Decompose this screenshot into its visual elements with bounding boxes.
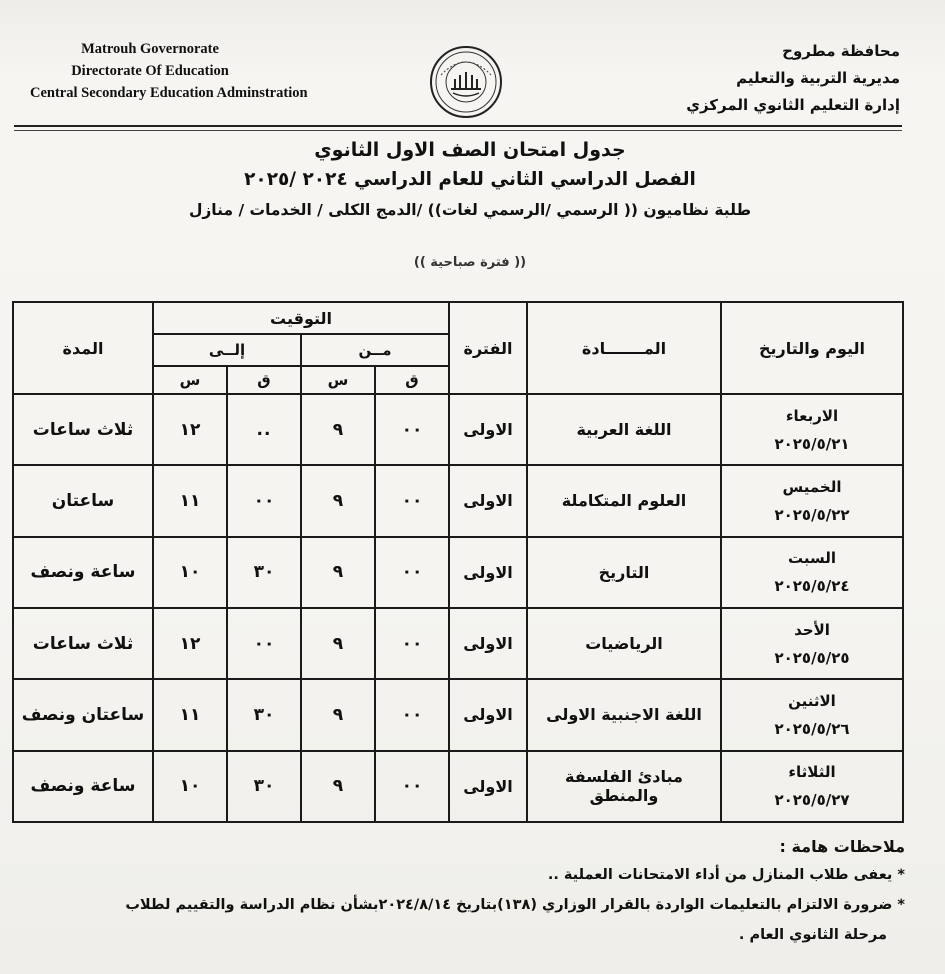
header-from: مــن xyxy=(301,334,449,366)
period-cell: الاولى xyxy=(449,465,527,536)
from-hour-cell: ٩ xyxy=(301,537,375,608)
directorate-en: Directorate Of Education xyxy=(71,63,229,79)
to-hour-cell: ١٠ xyxy=(153,537,227,608)
day-name: السبت xyxy=(787,549,837,568)
from-minute-cell: ٠٠ xyxy=(375,394,449,465)
to-hour-cell: ١٢ xyxy=(153,608,227,679)
header-day-date: اليوم والتاريخ xyxy=(721,302,903,394)
administration-ar: إدارة التعليم الثانوي المركزي xyxy=(686,96,900,114)
subject-cell: مبادئ الفلسفة والمنطق xyxy=(527,751,721,822)
exam-date: ٢٠٢٥/٥/٢٥ xyxy=(774,648,850,667)
to-hour-cell: ١١ xyxy=(153,465,227,536)
day-date-cell xyxy=(721,537,903,608)
period-cell: الاولى xyxy=(449,608,527,679)
period-label: (( فترة صباحية )) xyxy=(413,255,527,270)
title-line-2: الفصل الدراسي الثاني للعام الدراسي ٢٠٢٤ /٢٠٢٥ xyxy=(244,169,696,190)
table-row xyxy=(13,608,903,679)
header-duration: المدة xyxy=(13,302,153,394)
exam-schedule-table xyxy=(12,301,904,823)
from-minute-cell: ٠٠ xyxy=(375,465,449,536)
to-hour-cell: ١١ xyxy=(153,679,227,750)
ministry-seal-logo xyxy=(429,45,503,119)
table-row xyxy=(13,537,903,608)
from-minute-cell: ٠٠ xyxy=(375,608,449,679)
title-line-3: طلبة نظاميون (( الرسمي /الرسمي لغات)) /الدمج الكلى / الخدمات / منازل xyxy=(188,201,752,219)
to-minute-cell: ٠٠ xyxy=(227,608,301,679)
from-hour-cell: ٩ xyxy=(301,679,375,750)
table-row xyxy=(13,394,903,465)
duration-cell: ساعتان ونصف xyxy=(13,679,153,750)
duration-cell: ساعة ونصف xyxy=(13,751,153,822)
to-minute-cell: ٣٠ xyxy=(227,537,301,608)
from-hour-cell: ٩ xyxy=(301,751,375,822)
table-row xyxy=(13,751,903,822)
day-date-cell xyxy=(721,465,903,536)
header-period: الفترة xyxy=(449,302,527,394)
title-line-1: جدول امتحان الصف الاول الثانوي xyxy=(314,139,626,161)
document-titles xyxy=(120,135,820,225)
duration-cell: ثلاث ساعات xyxy=(13,608,153,679)
header-to: إلــى xyxy=(153,334,301,366)
duration-cell: ساعة ونصف xyxy=(13,537,153,608)
exam-date: ٢٠٢٥/٥/٢١ xyxy=(774,434,850,453)
subject-cell: الرياضيات xyxy=(527,608,721,679)
to-hour-cell: ١٢ xyxy=(153,394,227,465)
exam-date: ٢٠٢٥/٥/٢٢ xyxy=(774,505,850,524)
duration-cell: ثلاث ساعات xyxy=(13,394,153,465)
to-minute-cell: ٣٠ xyxy=(227,679,301,750)
day-name: الاثنين xyxy=(788,691,836,710)
header-subject: المـــــــادة xyxy=(527,302,721,394)
table-row xyxy=(13,679,903,750)
table-row xyxy=(13,465,903,536)
arabic-header xyxy=(680,38,900,119)
from-hour-cell: ٩ xyxy=(301,465,375,536)
subject-cell: اللغة الاجنبية الاولى xyxy=(527,679,721,750)
period-cell: الاولى xyxy=(449,537,527,608)
governorate-ar: محافظة مطروح xyxy=(782,42,900,60)
header-from-min: ق xyxy=(375,366,449,394)
day-date-cell xyxy=(721,679,903,750)
notes-title: ملاحظات هامة : xyxy=(779,837,905,856)
day-name: الأحد xyxy=(794,620,830,639)
from-minute-cell: ٠٠ xyxy=(375,537,449,608)
day-name: الخميس xyxy=(782,477,842,496)
note-item-1: * يعفى طلاب المنازل من أداء الامتحانات العملية .. xyxy=(547,867,905,883)
from-hour-cell: ٩ xyxy=(301,608,375,679)
header-from-hour: س xyxy=(301,366,375,394)
from-minute-cell: ٠٠ xyxy=(375,679,449,750)
english-header xyxy=(30,38,308,104)
period-cell: الاولى xyxy=(449,751,527,822)
period-cell: الاولى xyxy=(449,679,527,750)
subject-cell: اللغة العربية xyxy=(527,394,721,465)
day-name: الاربعاء xyxy=(785,406,839,425)
exam-date: ٢٠٢٥/٥/٢٤ xyxy=(774,577,850,596)
day-date-cell xyxy=(721,608,903,679)
subject-cell: التاريخ xyxy=(527,537,721,608)
day-date-cell xyxy=(721,394,903,465)
header-to-hour: س xyxy=(153,366,227,394)
header-to-min: ق xyxy=(227,366,301,394)
from-minute-cell: ٠٠ xyxy=(375,751,449,822)
exam-date: ٢٠٢٥/٥/٢٦ xyxy=(774,719,850,738)
day-name: الثلاثاء xyxy=(788,763,836,782)
administration-en: Central Secondary Education Adminstration xyxy=(30,85,308,101)
to-minute-cell: ٣٠ xyxy=(227,751,301,822)
subject-cell: العلوم المتكاملة xyxy=(527,465,721,536)
to-minute-cell: ٠٠ xyxy=(227,465,301,536)
note-item-2-continued: مرحلة الثانوي العام . xyxy=(738,927,887,943)
header-timing: التوقيت xyxy=(153,302,449,334)
to-minute-cell: .. xyxy=(227,394,301,465)
exam-date: ٢٠٢٥/٥/٢٧ xyxy=(774,791,850,810)
note-item-2: * ضرورة الالتزام بالتعليمات الواردة بالقرار الوزاري (١٣٨)بتاريخ ٢٠٢٤/٨/١٤بشأن نظام الدراسة والتقييم لطلاب xyxy=(125,897,905,913)
header-rule-thin xyxy=(14,130,902,131)
duration-cell: ساعتان xyxy=(13,465,153,536)
period-cell: الاولى xyxy=(449,394,527,465)
governorate-en: Matrouh Governorate xyxy=(81,41,219,57)
day-date-cell xyxy=(721,751,903,822)
header-rule xyxy=(14,125,902,127)
directorate-ar: مديرية التربية والتعليم xyxy=(736,69,900,87)
notes-section xyxy=(35,834,905,950)
to-hour-cell: ١٠ xyxy=(153,751,227,822)
from-hour-cell: ٩ xyxy=(301,394,375,465)
